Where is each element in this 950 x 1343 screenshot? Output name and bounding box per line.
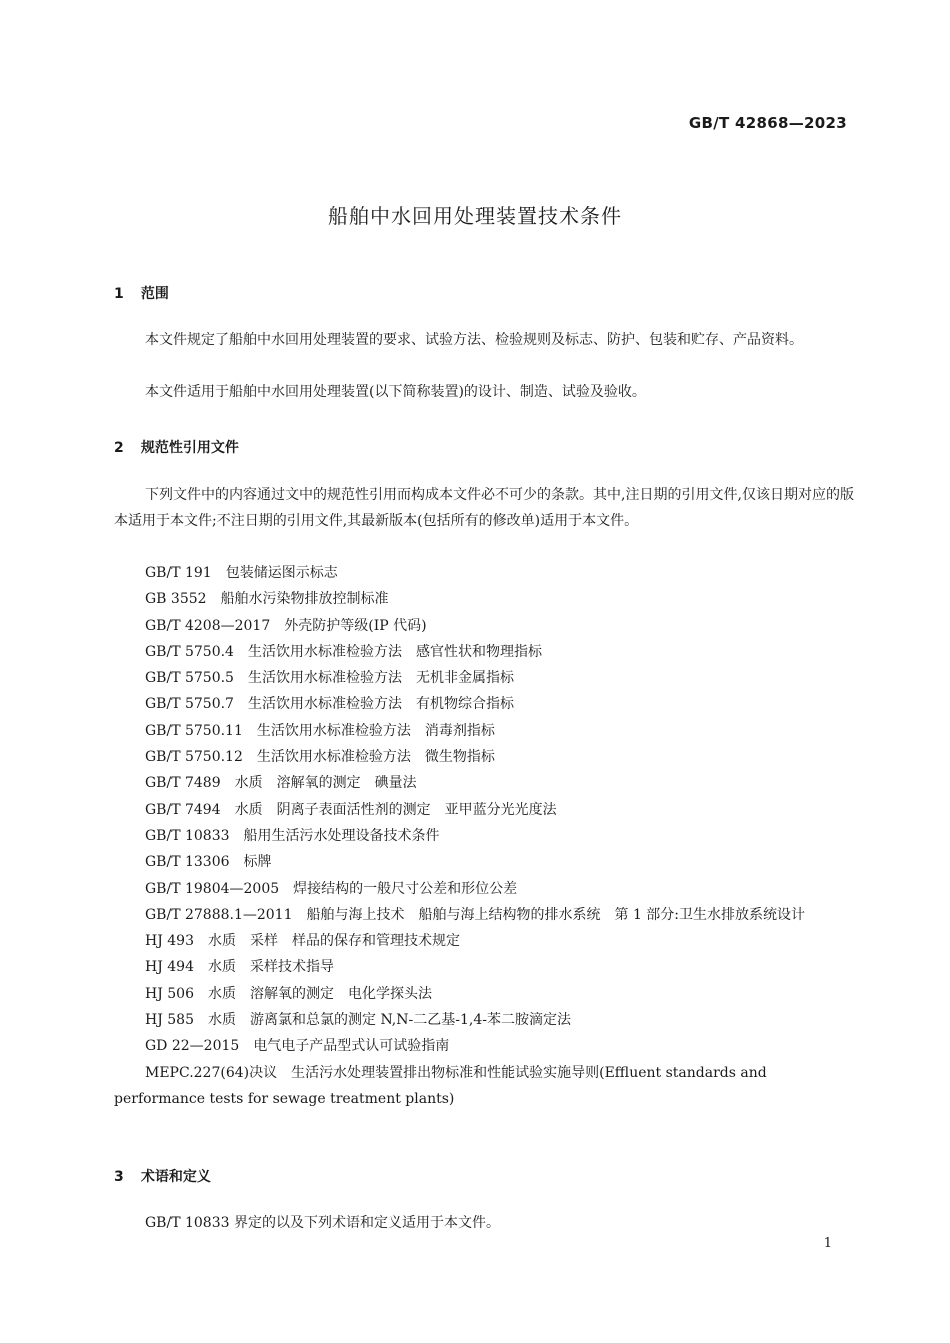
reference-title: 焊接结构的一般尺寸公差和形位公差: [293, 880, 518, 897]
reference-item: [114, 823, 854, 849]
section-number: 2: [114, 440, 124, 456]
page-number: 1: [823, 1236, 832, 1251]
reference-title: 外壳防护等级(IP 代码): [284, 617, 427, 634]
reference-title: 电气电子产品型式认可试验指南: [253, 1038, 450, 1055]
section-title: 规范性引用文件: [140, 440, 239, 456]
reference-item: [114, 902, 854, 928]
section-number: 3: [114, 1169, 124, 1185]
reference-code: GB 3552: [145, 591, 207, 608]
reference-title: 水质 采样技术指导: [208, 959, 334, 976]
reference-code: HJ 585: [145, 1012, 194, 1029]
reference-item: [114, 718, 854, 744]
reference-title: 生活饮用水标准检验方法 消毒剂指标: [256, 722, 495, 739]
reference-title: 水质 溶解氧的测定 电化学探头法: [208, 985, 432, 1002]
standard-code: GB/T 42868—2023: [688, 114, 847, 132]
reference-item: [114, 954, 854, 980]
reference-title: 生活饮用水标准检验方法 感官性状和物理指标: [247, 643, 542, 660]
reference-title: 水质 溶解氧的测定 碘量法: [234, 775, 417, 792]
reference-code: GB/T 4208—2017: [145, 617, 271, 634]
reference-item: [114, 586, 854, 612]
reference-code: GB/T 7489: [145, 775, 221, 792]
section-2-heading: [114, 437, 239, 457]
reference-item: [114, 876, 854, 902]
reference-code: GB/T 5750.12: [145, 749, 243, 766]
reference-code: HJ 493: [145, 933, 194, 950]
reference-item: [114, 981, 854, 1007]
reference-code: GB/T 7494: [145, 801, 221, 818]
reference-code: GB/T 5750.11: [145, 722, 243, 739]
reference-title: 水质 阴离子表面活性剂的测定 亚甲蓝分光光度法: [234, 801, 557, 818]
reference-title: 生活饮用水标准检验方法 有机物综合指标: [247, 696, 514, 713]
reference-item: [114, 1007, 854, 1033]
section-3-heading: [114, 1166, 211, 1186]
reference-item: [114, 665, 854, 691]
reference-title: 船用生活污水处理设备技术条件: [243, 827, 440, 844]
document-title: 船舶中水回用处理装置技术条件: [328, 204, 622, 228]
scope-paragraph-2: 本文件适用于船舶中水回用处理装置(以下简称装置)的设计、制造、试验及验收。: [145, 384, 646, 400]
reference-title: 水质 采样 样品的保存和管理技术规定: [208, 933, 460, 950]
reference-item: [114, 928, 854, 954]
reference-title: 标牌: [243, 854, 272, 871]
reference-code: GB/T 5750.4: [145, 643, 234, 660]
reference-title: 生活污水处理装置排出物标准和性能试验实施导则(Effluent standards and performance tests for sewage treatment plants): [114, 1064, 767, 1107]
reference-code: GB/T 5750.7: [145, 696, 234, 713]
reference-item: [114, 744, 854, 770]
reference-code: GB/T 19804—2005: [145, 880, 280, 897]
reference-title: 船舶与海上技术 船舶与海上结构物的排水系统 第 1 部分:卫生水排放系统设计: [306, 906, 806, 923]
reference-title: 包装储运图示标志: [225, 565, 338, 581]
reference-item: [114, 770, 854, 796]
reference-title: 船舶水污染物排放控制标准: [220, 591, 389, 608]
reference-item: [114, 560, 854, 586]
reference-item: [114, 639, 854, 665]
reference-title: 水质 游离氯和总氯的测定 N,N-二乙基-1,4-苯二胺滴定法: [208, 1012, 571, 1029]
reference-code: MEPC.227(64)决议: [145, 1064, 278, 1081]
reference-code: HJ 506: [145, 985, 194, 1002]
reference-item: [114, 797, 854, 823]
reference-item: [114, 1033, 854, 1059]
section-number: 1: [114, 286, 124, 302]
reference-title: 生活饮用水标准检验方法 微生物指标: [256, 749, 495, 766]
reference-list: [114, 560, 854, 1112]
reference-code: GB/T 13306: [145, 854, 230, 871]
reference-item: [114, 1060, 854, 1113]
section-title: 术语和定义: [140, 1169, 211, 1185]
section-title: 范围: [140, 286, 169, 302]
reference-item: [114, 849, 854, 875]
reference-item: [114, 613, 854, 639]
reference-code: GB/T 27888.1—2011: [145, 906, 293, 923]
normative-references-intro: 下列文件中的内容通过文中的规范性引用而构成本文件必不可少的条款。其中,注日期的引用文件,仅该日期对应的版本适用于本文件;不注日期的引用文件,其最新版本(包括所有的修改单)适用于本文件。: [114, 487, 854, 529]
reference-code: GB/T 10833: [145, 827, 230, 844]
section-1-heading: [114, 283, 169, 303]
reference-code: GB/T 191: [145, 565, 212, 581]
reference-code: GD 22—2015: [145, 1038, 240, 1055]
reference-item: [114, 691, 854, 717]
scope-paragraph-1: 本文件规定了船舶中水回用处理装置的要求、试验方法、检验规则及标志、防护、包装和贮存、产品资料。: [145, 332, 803, 348]
terms-paragraph: GB/T 10833 界定的以及下列术语和定义适用于本文件。: [145, 1215, 500, 1231]
reference-code: GB/T 5750.5: [145, 670, 234, 687]
reference-title: 生活饮用水标准检验方法 无机非金属指标: [247, 670, 514, 687]
reference-code: HJ 494: [145, 959, 194, 976]
